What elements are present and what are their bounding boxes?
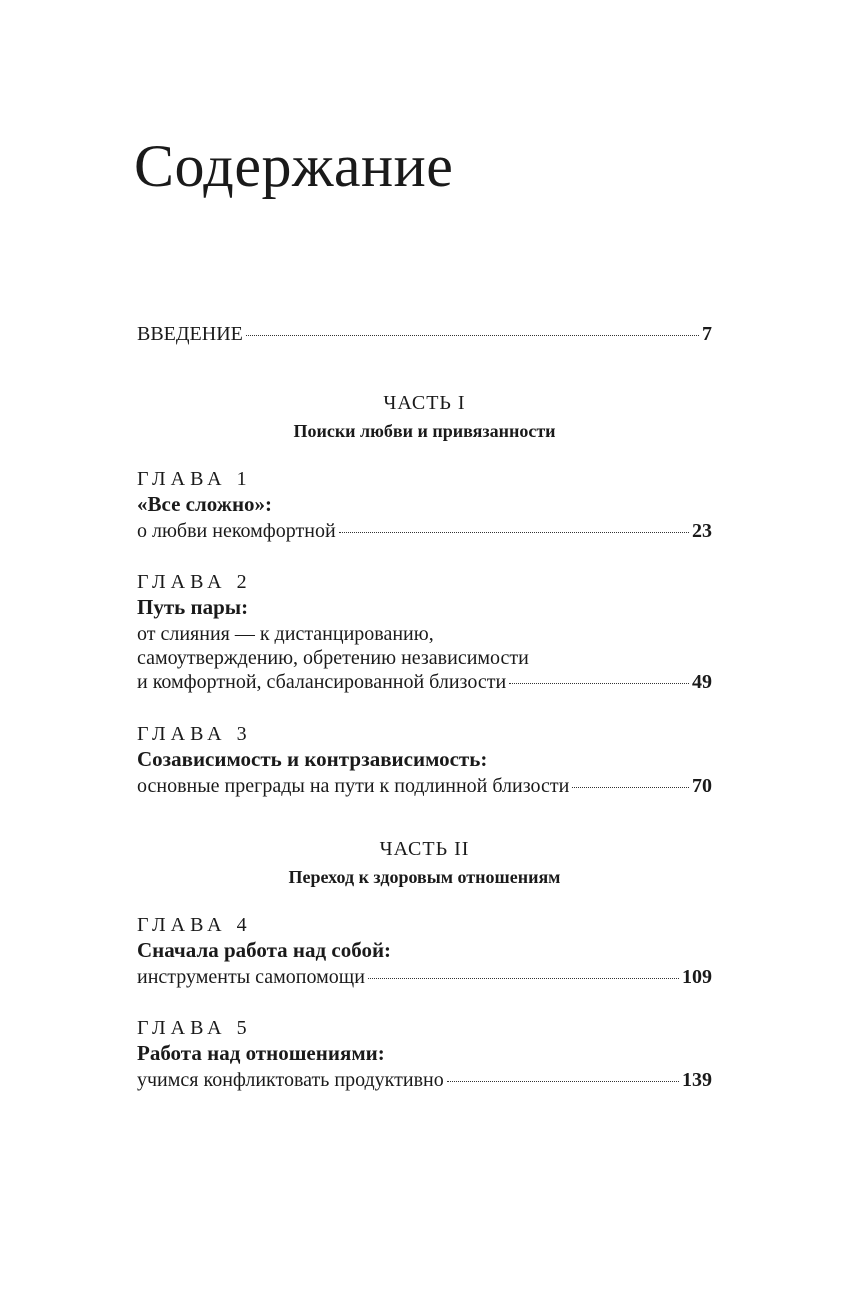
toc-page-number: 49 <box>692 671 712 693</box>
toc-entry-chapter-5[interactable] <box>137 1016 712 1092</box>
toc-row <box>137 519 712 543</box>
chapter-heading: Сначала работа над собой: <box>137 938 392 962</box>
toc-row <box>137 322 712 346</box>
dot-leader <box>447 1081 679 1082</box>
part-label: ЧАСТЬ II <box>379 838 470 860</box>
toc-row <box>137 965 712 989</box>
dot-leader <box>368 978 679 979</box>
chapter-heading: Путь пары: <box>137 595 249 619</box>
toc-row <box>137 670 712 694</box>
dot-leader <box>246 335 699 336</box>
chapter-subtitle: основные преграды на пути к подлинной близости <box>137 775 570 797</box>
part-label: ЧАСТЬ I <box>383 392 466 414</box>
chapter-number: ГЛАВА 4 <box>137 914 252 936</box>
chapter-subtitle: о любви некомфортной <box>137 520 336 542</box>
page-title: Содержание <box>134 133 454 199</box>
toc-page-number: 23 <box>692 520 712 542</box>
toc-entry-chapter-1[interactable] <box>137 467 712 543</box>
part-title: Переход к здоровым отношениям <box>288 867 561 887</box>
chapter-heading: «Все сложно»: <box>137 492 273 516</box>
toc-row <box>137 1068 712 1092</box>
chapter-number: ГЛАВА 1 <box>137 468 252 490</box>
dot-leader <box>509 683 689 684</box>
toc-entry-chapter-2[interactable] <box>137 570 712 694</box>
chapter-subtitle: инструменты самопомощи <box>137 966 365 988</box>
toc-entry-chapter-3[interactable] <box>137 722 712 798</box>
chapter-subtitle: и комфортной, сбалансированной близости <box>137 671 507 693</box>
part-2-heading <box>137 837 712 889</box>
part-title: Поиски любви и привязанности <box>293 421 556 441</box>
toc-entry-label: ВВЕДЕНИЕ <box>137 323 243 345</box>
chapter-heading: Работа над отношениями: <box>137 1041 385 1065</box>
toc-row <box>137 774 712 798</box>
chapter-number: ГЛАВА 5 <box>137 1017 252 1039</box>
chapter-number: ГЛАВА 2 <box>137 571 252 593</box>
toc-entry-chapter-4[interactable] <box>137 913 712 989</box>
chapter-number: ГЛАВА 3 <box>137 723 252 745</box>
chapter-subtitle: учимся конфликтовать продуктивно <box>137 1069 444 1091</box>
toc-page-number: 109 <box>682 966 712 988</box>
toc-page-number: 70 <box>692 775 712 797</box>
dot-leader <box>339 532 689 533</box>
dot-leader <box>572 787 689 788</box>
chapter-subtitle-line: самоутверждению, обретению независимости <box>137 647 529 669</box>
chapter-heading: Созависимость и контрзависимость: <box>137 747 488 771</box>
toc-page-number: 139 <box>682 1069 712 1091</box>
toc-page-number: 7 <box>702 323 712 345</box>
part-1-heading <box>137 391 712 443</box>
chapter-subtitle-line: от слияния — к дистанцированию, <box>137 623 434 645</box>
toc-entry-intro[interactable] <box>137 322 712 346</box>
